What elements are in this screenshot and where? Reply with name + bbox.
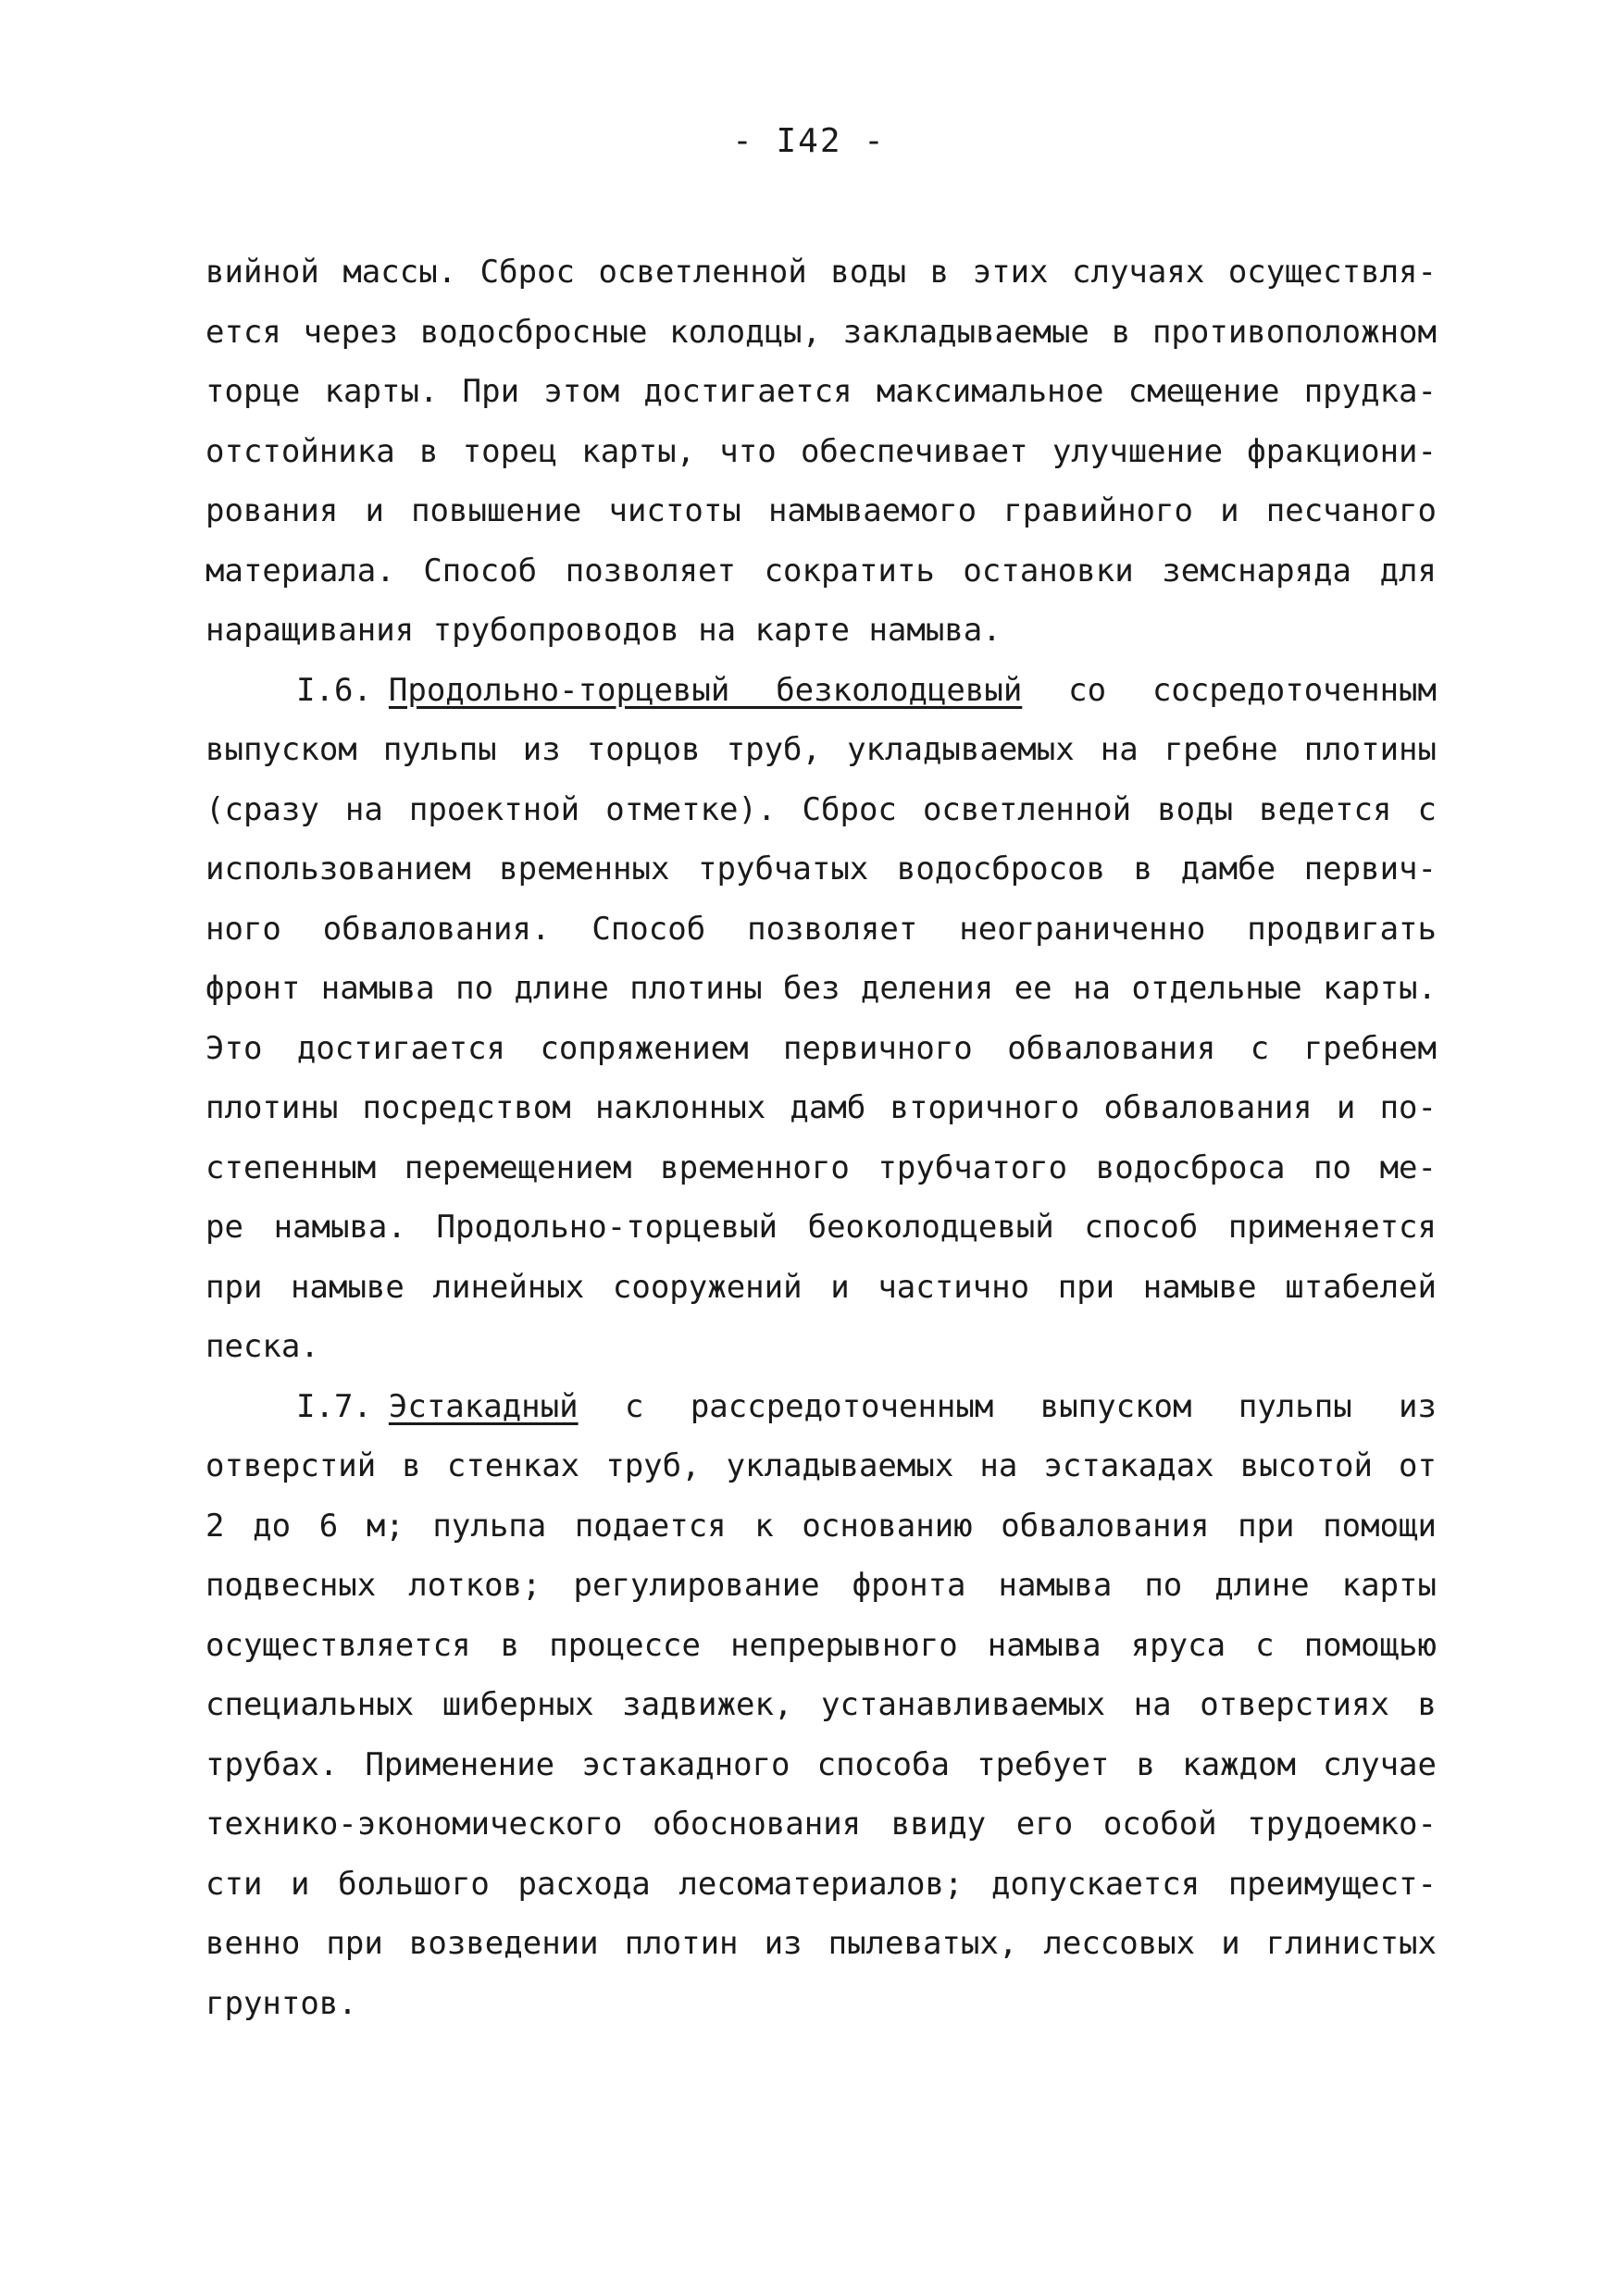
section-1-6 <box>205 661 1437 1377</box>
text-line: трубах. Применение эстакадного способа требует в каждом случае <box>205 1745 1437 1783</box>
section-heading-line <box>205 661 1437 721</box>
text-line: грунтов. <box>205 1984 357 2022</box>
text-line: торце карты. При этом достигается максимальное смещение прудка- <box>205 373 1437 410</box>
text-line: 2 до 6 м; пульпа подается к основанию обвалования при помощи <box>205 1507 1437 1545</box>
section-term: Продольно-торцевый безколодцевый <box>388 671 1023 709</box>
page-number: - I42 - <box>732 122 886 160</box>
text-line: ного обвалования. Способ позволяет неограниченно продвигать <box>205 910 1437 948</box>
text-line: использованием временных трубчатых водосбросов в дамбе первич- <box>205 850 1437 887</box>
text-line: выпуском пульпы из торцов труб, укладываемых на гребне плотины <box>205 731 1437 768</box>
text-line: ре намыва. Продольно-торцевый беоколодцевый способ применяется <box>205 1209 1437 1246</box>
section-heading-rest: со сосредоточенным <box>1068 671 1437 709</box>
text-line: вийной массы. Сброс осветленной воды в этих случаях осуществля- <box>205 254 1437 291</box>
document-body <box>205 242 1437 2033</box>
section-number: I.7. <box>296 1387 372 1425</box>
text-line: подвесных лотков; регулирование фронта намыва по длине карты <box>205 1567 1437 1604</box>
text-line: материала. Способ позволяет сократить остановки земснаряда для <box>205 552 1437 590</box>
text-line: фронт намыва по длине плотины без деления ее на отдельные карты. <box>205 970 1437 1007</box>
text-line: наращивания трубопроводов на карте намыва. <box>205 612 1002 649</box>
section-number: I.6. <box>296 671 372 709</box>
text-line: рования и повышение чистоты намываемого гравийного и песчаного <box>205 492 1437 529</box>
text-line: технико-экономического обоснования ввиду его особой трудоемко- <box>205 1806 1437 1843</box>
text-line: венно при возведении плотин из пылеватых, лессовых и глинистых <box>205 1925 1437 1962</box>
text-line: сти и большого расхода лесоматериалов; допускается преимущест- <box>205 1865 1437 1903</box>
text-line: отстойника в торец карты, что обеспечивает улучшение фракциони- <box>205 432 1437 470</box>
paragraph-continuation <box>205 242 1437 661</box>
text-line: плотины посредством наклонных дамб вторичного обвалования и по- <box>205 1089 1437 1126</box>
section-1-7 <box>205 1377 1437 2034</box>
text-line: осуществляется в процессе непрерывного намыва яруса с помощью <box>205 1626 1437 1664</box>
text-line: специальных шиберных задвижек, устанавливаемых на отверстиях в <box>205 1686 1437 1723</box>
text-line: степенным перемещением временного трубчатого водосброса по ме- <box>205 1148 1437 1186</box>
text-line: ется через водосбросные колодцы, закладываемые в противоположном <box>205 313 1437 351</box>
section-term: Эстакадный <box>388 1387 579 1425</box>
section-heading-line <box>205 1377 1437 1437</box>
text-line: Это достигается сопряжением первичного обвалования с гребнем <box>205 1029 1437 1067</box>
text-line: (сразу на проектной отметке). Сброс осветленной воды ведется с <box>205 790 1437 828</box>
section-heading-rest: с рассредоточенным выпуском пульпы из <box>624 1387 1437 1425</box>
text-line: при намыве линейных сооружений и частично при намыве штабелей <box>205 1268 1437 1306</box>
text-line: песка. <box>205 1328 319 1365</box>
text-line: отверстий в стенках труб, укладываемых на эстакадах высотой от <box>205 1447 1437 1484</box>
